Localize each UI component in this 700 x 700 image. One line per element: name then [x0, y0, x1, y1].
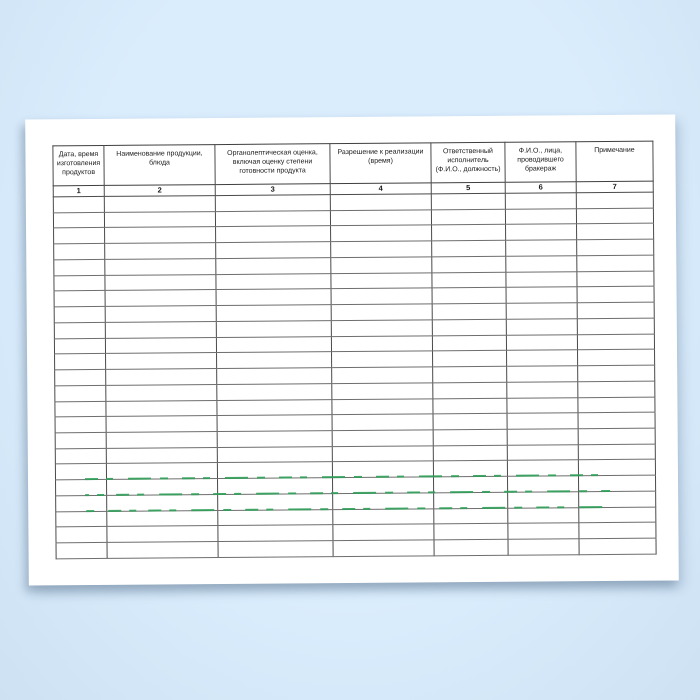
empty-cell — [577, 318, 654, 334]
empty-cell — [333, 493, 434, 510]
empty-cell — [431, 193, 505, 209]
empty-cell — [432, 335, 506, 351]
empty-cell — [331, 304, 432, 321]
empty-cell — [332, 461, 433, 478]
empty-cell — [54, 228, 105, 244]
empty-cell — [433, 429, 507, 445]
empty-cell — [107, 542, 218, 559]
empty-cell — [506, 271, 577, 287]
empty-cell — [576, 192, 653, 208]
empty-cell — [506, 334, 577, 350]
empty-cell — [54, 244, 105, 260]
empty-cell — [507, 397, 578, 413]
empty-cell — [217, 431, 332, 448]
empty-cell — [578, 381, 655, 397]
empty-cell — [216, 321, 331, 338]
empty-cell — [217, 462, 332, 479]
empty-cell — [53, 212, 104, 228]
empty-cell — [432, 319, 506, 335]
empty-cell — [217, 383, 332, 400]
empty-cell — [578, 397, 655, 413]
header-row — [53, 141, 653, 186]
empty-cell — [106, 353, 217, 370]
table-row — [56, 538, 656, 558]
column-number-5: 5 — [431, 182, 505, 194]
empty-cell — [578, 444, 655, 460]
empty-cell — [104, 196, 215, 213]
empty-cell — [55, 354, 106, 370]
empty-cell — [107, 495, 218, 512]
empty-cell — [105, 243, 216, 260]
empty-cell — [577, 255, 654, 271]
empty-cell — [216, 289, 331, 306]
empty-cell — [579, 523, 656, 539]
paper-sheet — [25, 114, 679, 585]
empty-cell — [54, 322, 105, 338]
empty-cell — [218, 541, 333, 558]
empty-cell — [106, 463, 217, 480]
empty-cell — [433, 382, 507, 398]
empty-cell — [433, 445, 507, 461]
empty-cell — [332, 446, 433, 463]
empty-cell — [54, 338, 105, 354]
empty-cell — [331, 273, 432, 290]
empty-cell — [507, 444, 578, 460]
column-header-2: Наименование продукции, блюда — [104, 145, 215, 186]
empty-cell — [105, 337, 216, 354]
empty-cell — [508, 523, 579, 539]
empty-cell — [506, 256, 577, 272]
column-header-1: Дата, время изготовления продуктов — [53, 145, 104, 185]
empty-cell — [578, 428, 655, 444]
empty-cell — [105, 290, 216, 307]
empty-cell — [55, 417, 106, 433]
empty-cell — [55, 370, 106, 386]
journal-table — [52, 141, 656, 560]
empty-cell — [508, 539, 579, 555]
column-number-4: 4 — [330, 183, 431, 195]
empty-cell — [579, 507, 656, 523]
empty-cell — [506, 224, 577, 240]
empty-cell — [54, 259, 105, 275]
empty-cell — [507, 350, 578, 366]
empty-cell — [107, 526, 218, 543]
empty-cell — [433, 366, 507, 382]
empty-cell — [432, 303, 506, 319]
empty-cell — [506, 303, 577, 319]
empty-cell — [432, 240, 506, 256]
empty-cell — [55, 385, 106, 401]
empty-cell — [576, 208, 653, 224]
empty-cell — [433, 414, 507, 430]
empty-cell — [434, 477, 508, 493]
empty-cell — [216, 226, 331, 243]
empty-cell — [333, 509, 434, 526]
empty-cell — [579, 491, 656, 507]
empty-cell — [54, 307, 105, 323]
empty-cell — [433, 398, 507, 414]
empty-cell — [107, 479, 218, 496]
empty-cell — [56, 527, 107, 543]
empty-cell — [331, 241, 432, 258]
empty-cell — [56, 480, 107, 496]
empty-cell — [431, 209, 505, 225]
empty-cell — [434, 524, 508, 540]
empty-cell — [577, 239, 654, 255]
empty-cell — [55, 401, 106, 417]
empty-cell — [577, 287, 654, 303]
empty-cell — [333, 477, 434, 494]
empty-cell — [332, 367, 433, 384]
empty-cell — [217, 368, 332, 385]
column-header-5: Ответственный исполнитель (Ф.И.О., должность) — [431, 142, 505, 183]
empty-cell — [330, 210, 431, 227]
column-header-4: Разрешение к реализации (время) — [330, 143, 431, 184]
empty-cell — [217, 415, 332, 432]
empty-cell — [333, 540, 434, 557]
empty-cell — [506, 319, 577, 335]
empty-cell — [55, 448, 106, 464]
empty-cell — [579, 538, 656, 554]
empty-cell — [434, 492, 508, 508]
empty-cell — [432, 256, 506, 272]
empty-cell — [215, 195, 330, 212]
empty-cell — [218, 525, 333, 542]
empty-cell — [507, 476, 578, 492]
empty-cell — [578, 349, 655, 365]
empty-cell — [577, 302, 654, 318]
empty-cell — [332, 383, 433, 400]
empty-cell — [54, 291, 105, 307]
empty-cell — [432, 288, 506, 304]
empty-cell — [106, 416, 217, 433]
empty-cell — [218, 478, 333, 495]
empty-cell — [217, 446, 332, 463]
empty-cell — [106, 384, 217, 401]
empty-cell — [332, 398, 433, 415]
empty-cell — [106, 432, 217, 449]
empty-cell — [577, 271, 654, 287]
empty-cell — [106, 447, 217, 464]
empty-cell — [55, 464, 106, 480]
empty-cell — [577, 334, 654, 350]
journal-table-area — [52, 141, 655, 558]
empty-cell — [56, 495, 107, 511]
empty-cell — [578, 412, 655, 428]
empty-cell — [507, 413, 578, 429]
empty-cell — [331, 335, 432, 352]
empty-cell — [331, 257, 432, 274]
empty-cell — [53, 196, 104, 212]
empty-cell — [506, 240, 577, 256]
empty-cell — [578, 475, 655, 491]
empty-cell — [216, 258, 331, 275]
empty-cell — [216, 273, 331, 290]
column-header-7: Примечание — [576, 141, 653, 182]
empty-cell — [505, 208, 576, 224]
empty-cell — [432, 225, 506, 241]
column-number-7: 7 — [576, 181, 653, 193]
empty-cell — [507, 460, 578, 476]
empty-cell — [508, 507, 579, 523]
empty-cell — [507, 429, 578, 445]
empty-cell — [56, 543, 107, 559]
empty-cell — [330, 194, 431, 211]
empty-cell — [432, 272, 506, 288]
empty-cell — [331, 225, 432, 242]
column-number-1: 1 — [53, 185, 104, 196]
empty-cell — [107, 510, 218, 527]
empty-cell — [507, 382, 578, 398]
column-number-3: 3 — [215, 184, 330, 196]
empty-cell — [508, 492, 579, 508]
empty-cell — [105, 306, 216, 323]
empty-cell — [332, 351, 433, 368]
empty-cell — [434, 539, 508, 555]
empty-cell — [333, 524, 434, 541]
empty-cell — [106, 400, 217, 417]
empty-cell — [578, 365, 655, 381]
empty-cell — [577, 224, 654, 240]
empty-cell — [217, 352, 332, 369]
empty-cell — [578, 460, 655, 476]
empty-cell — [104, 211, 215, 228]
empty-cell — [434, 508, 508, 524]
empty-cell — [218, 509, 333, 526]
empty-cell — [105, 321, 216, 338]
column-number-2: 2 — [104, 185, 215, 197]
empty-cell — [505, 193, 576, 209]
empty-cell — [216, 336, 331, 353]
empty-cell — [105, 259, 216, 276]
empty-cell — [332, 430, 433, 447]
empty-cell — [331, 288, 432, 305]
empty-cell — [218, 494, 333, 511]
empty-cell — [216, 242, 331, 259]
empty-cell — [216, 305, 331, 322]
empty-cell — [105, 274, 216, 291]
empty-cell — [433, 351, 507, 367]
column-header-3: Органолептическая оценка, включая оценку степени готовности продукта — [215, 144, 330, 185]
empty-cell — [54, 275, 105, 291]
column-header-6: Ф.И.О., лица, проводившего бракераж — [505, 142, 576, 183]
column-number-6: 6 — [505, 182, 576, 194]
empty-cell — [217, 399, 332, 416]
empty-cell — [433, 461, 507, 477]
empty-cell — [105, 227, 216, 244]
empty-cell — [215, 210, 330, 227]
empty-cell — [331, 320, 432, 337]
empty-cell — [507, 366, 578, 382]
empty-cell — [55, 432, 106, 448]
empty-cell — [332, 414, 433, 431]
empty-cell — [506, 287, 577, 303]
empty-cell — [106, 369, 217, 386]
empty-cell — [56, 511, 107, 527]
